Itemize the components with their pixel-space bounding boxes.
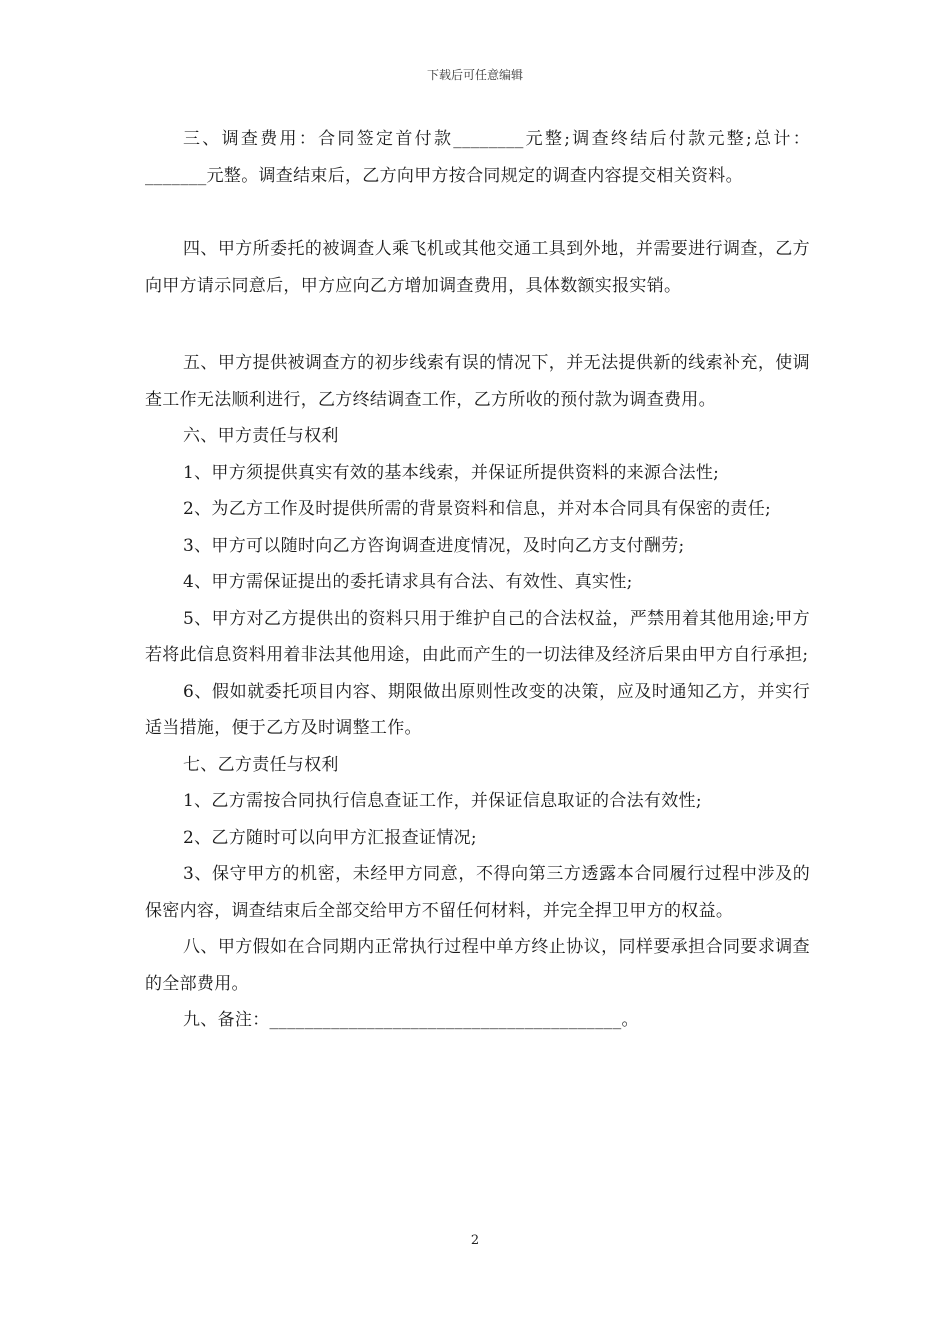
section-5-onward bbox=[145, 345, 810, 1039]
section-6-item-6: 6、假如就委托项目内容、期限做出原则性改变的决策，应及时通知乙方，并实行适当措施，便于乙方及时调整工作。 bbox=[145, 681, 810, 738]
section-6-item-2: 2、为乙方工作及时提供所需的背景资料和信息，并对本合同具有保密的责任; bbox=[183, 499, 772, 519]
section-6-heading: 六、甲方责任与权利 bbox=[183, 426, 339, 446]
section-3-block bbox=[145, 121, 810, 194]
page-number: 2 bbox=[470, 1233, 480, 1248]
section-9-remarks: 九、备注：________________________________________。 bbox=[183, 1010, 639, 1030]
section-7-item-2: 2、乙方随时可以向甲方汇报查证情况; bbox=[183, 827, 477, 848]
section-6-item-1: 1、甲方须提供真实有效的基本线索，并保证所提供资料的来源合法性; bbox=[183, 462, 720, 483]
section-7-item-3: 3、保守甲方的机密，未经甲方同意，不得向第三方透露本合同履行过程中涉及的保密内容，调查结束后全部交给甲方不留任何材料，并完全捍卫甲方的权益。 bbox=[145, 864, 810, 921]
section-6-item-4: 4、甲方需保证提出的委托请求具有合法、有效性、真实性; bbox=[183, 572, 633, 592]
section-4-travel: 四、甲方所委托的被调查人乘飞机或其他交通工具到外地，并需要进行调查，乙方向甲方请示同意后，甲方应向乙方增加调查费用，具体数额实报实销。 bbox=[145, 239, 810, 296]
section-6-item-5: 5、甲方对乙方提供出的资料只用于维护自己的合法权益，严禁用着其他用途;甲方若将此信息资料用着非法其他用途，由此而产生的一切法律及经济后果由甲方自行承担; bbox=[145, 608, 810, 665]
section-4-block bbox=[145, 231, 810, 304]
section-3-fees: 三、调查费用：合同签定首付款________元整;调查终结后付款元整;总计：_______元整。调查结束后，乙方向甲方按合同规定的调查内容提交相关资料。 bbox=[145, 129, 810, 186]
section-7-heading: 七、乙方责任与权利 bbox=[183, 754, 339, 775]
section-7-item-1: 1、乙方需按合同执行信息查证工作，并保证信息取证的合法有效性; bbox=[183, 791, 702, 811]
page-header: 下载后可任意编辑 bbox=[426, 68, 523, 82]
section-6-item-3: 3、甲方可以随时向乙方咨询调查进度情况，及时向乙方支付酬劳; bbox=[183, 535, 685, 556]
section-8-termination: 八、甲方假如在合同期内正常执行过程中单方终止协议，同样要承担合同要求调查的全部费用。 bbox=[145, 937, 810, 994]
section-5-clues: 五、甲方提供被调查方的初步线索有误的情况下，并无法提供新的线索补充，使调查工作无法顺利进行，乙方终结调查工作，乙方所收的预付款为调查费用。 bbox=[145, 353, 810, 410]
